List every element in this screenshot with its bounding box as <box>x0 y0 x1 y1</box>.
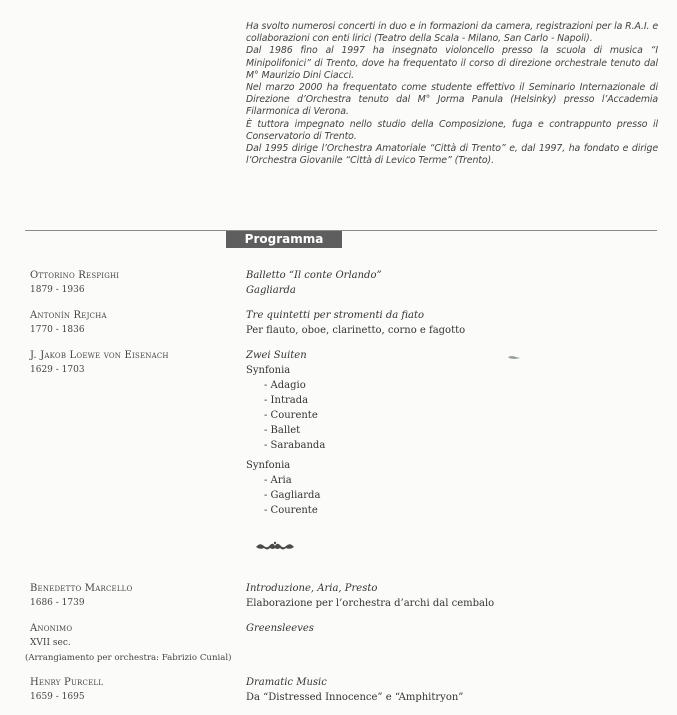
composer-rejcha <box>30 308 107 338</box>
composer-dates: 1659 - 1695 <box>30 692 85 702</box>
work-title: Greensleeves <box>246 623 314 634</box>
section-heading: Programma <box>226 231 342 248</box>
movement-item: - Sarabanda <box>264 440 326 451</box>
composer-anonimo <box>25 621 232 666</box>
composer-marcello <box>30 581 132 611</box>
work-marcello <box>246 581 494 611</box>
movement-item: - Courente <box>264 410 318 421</box>
composer-name: Anonimo <box>30 623 73 634</box>
work-title: Balletto “Il conte Orlando” <box>246 270 382 281</box>
composer-dates: 1770 - 1836 <box>30 325 85 335</box>
composer-purcell <box>30 675 103 705</box>
work-anonimo <box>246 621 314 636</box>
work-subtitle: Da “Distressed Innocence” e “Amphitryon” <box>246 692 464 703</box>
composer-name: Ottorino Respighi <box>30 270 120 281</box>
work-subtitle: Gagliarda <box>246 285 296 296</box>
bio-paragraph: Dal 1986 fino al 1997 ha insegnato violoncello presso la scuola di musica “I Minipolifonici” di Trento, dove ha frequentato il corso di direzione orchestrale tenuto dal M° Maurizio Dini Ciacci. <box>246 45 658 81</box>
movement-item: - Intrada <box>264 395 309 406</box>
bio-paragraph: Nel marzo 2000 ha frequentato come studente effettivo il Seminario Internazionale di Direzione d’Orchestra tenuto dal M° Jorma Panula (Helsinky) presso l’Accademia Filarmonica di Verona. <box>246 82 658 118</box>
composer-dates: 1629 - 1703 <box>30 365 85 375</box>
movement-item: - Aria <box>264 475 292 486</box>
biography <box>246 21 658 167</box>
work-purcell <box>246 675 463 705</box>
work-loewe <box>246 348 325 518</box>
bio-paragraph: Ha svolto numerosi concerti in duo e in formazioni da camera, registrazioni per la R.A.I. e collaborazioni con enti lirici (Teatro della Scala - Milano, San Carlo - Napoli). <box>246 21 658 45</box>
work-respighi <box>246 268 382 298</box>
work-title: Zwei Suiten <box>246 350 307 361</box>
composer-name: Antonín Rejcha <box>30 310 107 321</box>
composer-dates: 1686 - 1739 <box>30 598 85 608</box>
ornament-divider-icon <box>254 540 296 552</box>
composer-dates: 1879 - 1936 <box>30 285 85 295</box>
composer-name: J. Jakob Loewe von Eisenach <box>30 350 169 361</box>
arrangement-note: (Arrangiamento per orchestra: Fabrizio Cunial) <box>25 653 232 663</box>
bio-paragraph: È tuttora impegnato nello studio della Composizione, fuga e contrappunto presso il Conservatorio di Trento. <box>246 118 658 142</box>
work-subtitle: Elaborazione per l’orchestra d’archi dal cembalo <box>246 598 495 609</box>
bio-paragraph: Dal 1995 dirige l’Orchestra Amatoriale “Città di Trento” e, dal 1997, ha fondato e dirige l’Orchestra Giovanile “Città di Levico Terme” (Trento). <box>246 143 658 167</box>
suite-heading: Synfonia <box>246 365 291 376</box>
movement-item: - Courente <box>264 505 318 516</box>
work-title: Dramatic Music <box>246 677 327 688</box>
work-title: Introduzione, Aria, Presto <box>246 583 378 594</box>
composer-name: Benedetto Marcello <box>30 583 133 594</box>
composer-name: Henry Purcell <box>30 677 104 688</box>
work-title: Tre quintetti per stromenti da fiato <box>246 310 425 321</box>
movement-item: - Ballet <box>264 425 301 436</box>
movement-item: - Gagliarda <box>264 490 321 501</box>
composer-respighi <box>30 268 119 298</box>
work-rejcha <box>246 308 465 338</box>
smudge-mark <box>508 355 520 360</box>
movement-item: - Adagio <box>264 380 306 391</box>
composer-loewe <box>30 348 169 378</box>
work-subtitle: Per flauto, oboe, clarinetto, corno e fagotto <box>246 325 466 336</box>
suite-heading: Synfonia <box>246 460 291 471</box>
composer-dates: XVII sec. <box>30 638 71 648</box>
